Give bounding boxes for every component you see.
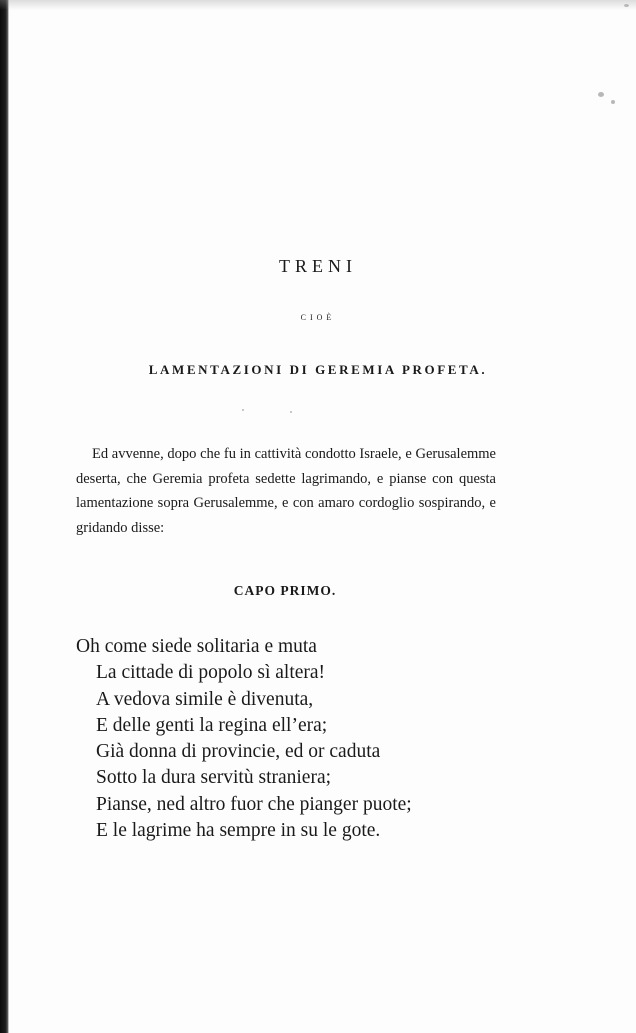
verse-line: E le lagrime ha sempre in su le gote. [96,820,381,842]
verse-line: Pianse, ned altro fuor che pianger puote; [96,793,412,815]
page-binding-edge [0,0,9,1033]
scan-speck [242,409,244,411]
verse-line: Già donna di provincie, ed or caduta [96,741,381,763]
verse-line: Sotto la dura servitù straniera; [96,767,332,789]
verse-line: Oh come siede solitaria e muta [76,636,317,657]
intro-paragraph: Ed avvenne, dopo che fu in cattività condotto Israele, e Gerusalemme deserta, che Geremia profeta sedette lagrimando, e pianse con questa lamentazione sopra Gerusalemme, e con amaro cordoglio sospirando, e gridando disse: [76,446,496,536]
scan-speck [598,92,604,97]
poem-stanza [76,634,516,844]
scan-speck [624,4,629,7]
page-title: TRENI [279,256,357,276]
page-top-shadow [0,0,636,10]
verse-line: E delle genti la regina ell’era; [96,714,328,736]
verse-line: A vedova simile è divenuta, [96,688,314,710]
scan-speck [290,411,292,413]
scan-speck [611,100,615,104]
page-subtitle: LAMENTAZIONI DI GEREMIA PROFETA. [148,362,488,377]
title-connector: CIOÈ [300,313,336,322]
verse-line: La cittade di popolo sì altera! [96,662,326,684]
chapter-heading: CAPO PRIMO. [233,583,337,598]
